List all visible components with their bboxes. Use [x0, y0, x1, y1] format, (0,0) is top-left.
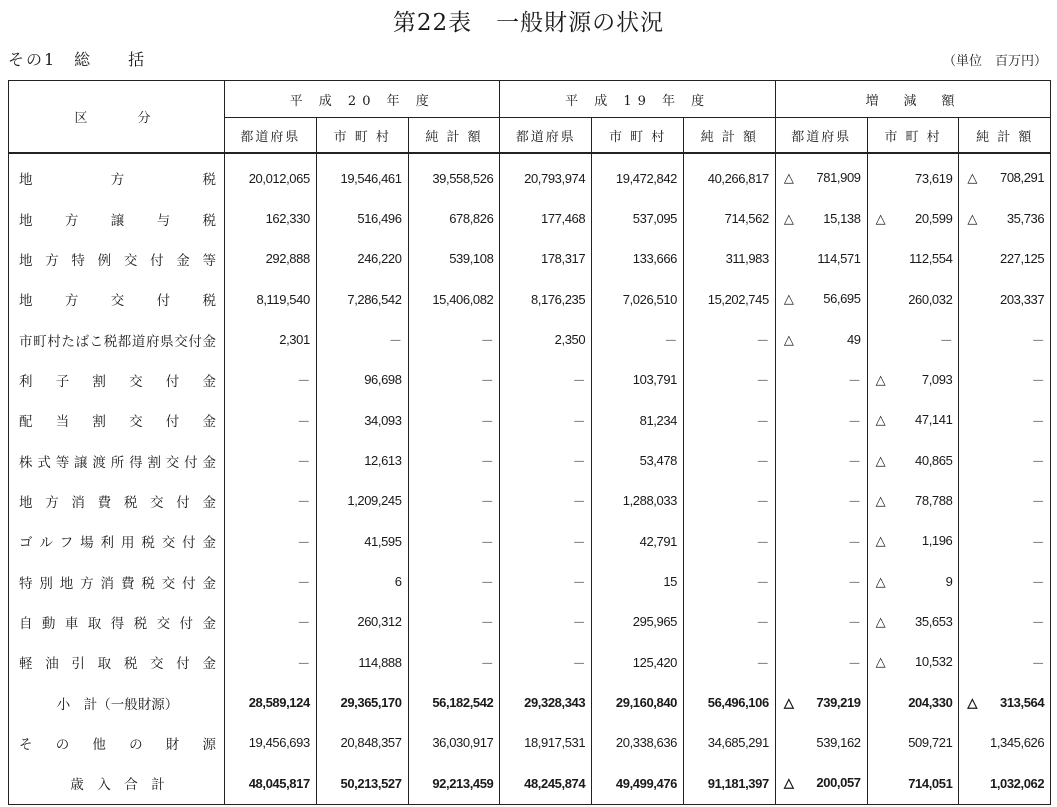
value-cell: －: [408, 561, 500, 601]
value-number: 40,865: [915, 452, 953, 468]
value-cell: 133,666: [592, 239, 684, 279]
value-number: 739,219: [816, 694, 861, 710]
value-cell: 20,338,636: [592, 723, 684, 763]
value-cell: [775, 198, 867, 238]
decrease-mark: △: [783, 291, 794, 307]
decrease-mark: △: [783, 170, 794, 186]
value-cell: －: [684, 602, 776, 642]
value-cell: [959, 682, 1051, 722]
value-cell: －: [225, 440, 317, 480]
value-cell: 19,546,461: [316, 153, 408, 198]
value-cell: －: [684, 440, 776, 480]
value-cell: 260,312: [316, 602, 408, 642]
value-cell: 20,012,065: [225, 153, 317, 198]
value-cell: －: [592, 319, 684, 359]
value-cell: －: [684, 400, 776, 440]
row-label: 小 計（一般財源）: [9, 682, 225, 722]
value-cell: 103,791: [592, 360, 684, 400]
value-cell: 20,793,974: [500, 153, 592, 198]
value-cell: －: [408, 521, 500, 561]
value-cell: 19,472,842: [592, 153, 684, 198]
value-cell: －: [959, 602, 1051, 642]
group-header: 増 減 額: [775, 81, 1050, 118]
value-cell: 15,202,745: [684, 279, 776, 319]
value-cell: －: [500, 400, 592, 440]
value-cell: [867, 642, 959, 682]
value-cell: －: [500, 481, 592, 521]
decrease-mark: △: [783, 331, 794, 347]
value-cell: －: [225, 400, 317, 440]
value-cell: 539,108: [408, 239, 500, 279]
value-number: 7,093: [921, 371, 953, 387]
value-cell: 49,499,476: [592, 763, 684, 804]
value-cell: －: [500, 642, 592, 682]
column-header: 純 計 額: [959, 118, 1051, 154]
value-cell: －: [408, 440, 500, 480]
value-cell: －: [959, 360, 1051, 400]
value-cell: 91,181,397: [684, 763, 776, 804]
table-row: [9, 682, 1051, 722]
value-cell: 260,032: [867, 279, 959, 319]
value-cell: 678,826: [408, 198, 500, 238]
value-cell: 48,045,817: [225, 763, 317, 804]
value-cell: －: [316, 319, 408, 359]
table-row: [9, 763, 1051, 804]
value-number: 313,564: [1000, 694, 1045, 710]
value-cell: －: [959, 642, 1051, 682]
value-cell: [775, 319, 867, 359]
column-header: 市 町 村: [592, 118, 684, 154]
value-cell: 292,888: [225, 239, 317, 279]
group-header: 平 成 19 年 度: [500, 81, 775, 118]
value-cell: 246,220: [316, 239, 408, 279]
value-cell: 7,026,510: [592, 279, 684, 319]
table-row: [9, 642, 1051, 682]
decrease-mark: △: [875, 613, 886, 629]
row-label: 利子割交付金: [9, 360, 225, 400]
value-cell: [867, 521, 959, 561]
value-cell: [867, 561, 959, 601]
column-header: 純 計 額: [684, 118, 776, 154]
decrease-mark: △: [875, 452, 886, 468]
value-cell: 2,350: [500, 319, 592, 359]
value-cell: －: [225, 602, 317, 642]
value-cell: 1,345,626: [959, 723, 1051, 763]
decrease-mark: △: [875, 371, 886, 387]
value-cell: －: [408, 481, 500, 521]
row-label: 配当割交付金: [9, 400, 225, 440]
value-cell: [867, 440, 959, 480]
value-cell: 15: [592, 561, 684, 601]
value-cell: －: [408, 360, 500, 400]
value-number: 781,909: [816, 170, 861, 186]
column-header: 純 計 額: [408, 118, 500, 154]
value-cell: [867, 481, 959, 521]
value-cell: －: [684, 319, 776, 359]
decrease-mark: △: [967, 170, 978, 186]
column-header: 市 町 村: [867, 118, 959, 154]
value-cell: 203,337: [959, 279, 1051, 319]
value-cell: 28,589,124: [225, 682, 317, 722]
value-cell: －: [959, 521, 1051, 561]
value-cell: 539,162: [775, 723, 867, 763]
value-cell: 2,301: [225, 319, 317, 359]
value-number: 35,653: [915, 613, 953, 629]
value-cell: 178,317: [500, 239, 592, 279]
value-cell: 12,613: [316, 440, 408, 480]
value-cell: [775, 682, 867, 722]
general-revenue-table: [8, 80, 1051, 805]
value-number: 78,788: [915, 492, 953, 508]
value-cell: －: [225, 360, 317, 400]
value-cell: [959, 198, 1051, 238]
value-cell: 39,558,526: [408, 153, 500, 198]
value-cell: －: [959, 440, 1051, 480]
value-cell: 7,286,542: [316, 279, 408, 319]
decrease-mark: △: [783, 775, 794, 791]
table-row: [9, 360, 1051, 400]
value-cell: 1,209,245: [316, 481, 408, 521]
row-label: その他の財源: [9, 723, 225, 763]
value-cell: 81,234: [592, 400, 684, 440]
row-label: 歳 入 合 計: [9, 763, 225, 804]
value-cell: 1,032,062: [959, 763, 1051, 804]
table-row: [9, 198, 1051, 238]
value-cell: 516,496: [316, 198, 408, 238]
value-cell: －: [867, 319, 959, 359]
value-cell: 204,330: [867, 682, 959, 722]
value-cell: －: [500, 440, 592, 480]
value-cell: －: [959, 400, 1051, 440]
table-row: [9, 440, 1051, 480]
value-number: 47,141: [915, 412, 953, 428]
value-cell: －: [775, 481, 867, 521]
decrease-mark: △: [875, 533, 886, 549]
value-cell: －: [500, 521, 592, 561]
value-cell: 92,213,459: [408, 763, 500, 804]
value-cell: 114,888: [316, 642, 408, 682]
value-cell: 34,093: [316, 400, 408, 440]
value-cell: －: [408, 319, 500, 359]
value-cell: －: [684, 561, 776, 601]
table-row: [9, 481, 1051, 521]
value-cell: －: [225, 642, 317, 682]
decrease-mark: △: [967, 210, 978, 226]
table-row: [9, 319, 1051, 359]
value-cell: 19,456,693: [225, 723, 317, 763]
value-cell: 162,330: [225, 198, 317, 238]
value-cell: －: [775, 400, 867, 440]
page-title: 第22表 一般財源の状況: [392, 10, 665, 36]
value-cell: －: [408, 400, 500, 440]
row-label: ゴルフ場利用税交付金: [9, 521, 225, 561]
table-row: [9, 279, 1051, 319]
value-cell: 50,213,527: [316, 763, 408, 804]
row-label: 軽油引取税交付金: [9, 642, 225, 682]
value-number: 49: [846, 331, 861, 347]
value-number: 1,196: [921, 533, 953, 549]
decrease-mark: △: [875, 492, 886, 508]
value-cell: 48,245,874: [500, 763, 592, 804]
value-cell: －: [959, 481, 1051, 521]
value-cell: －: [225, 521, 317, 561]
value-cell: [867, 198, 959, 238]
value-cell: [775, 763, 867, 804]
value-cell: 6: [316, 561, 408, 601]
value-cell: －: [500, 360, 592, 400]
row-label: 自動車取得税交付金: [9, 602, 225, 642]
row-label: 地方交付税: [9, 279, 225, 319]
value-cell: [775, 279, 867, 319]
column-header: 都道府県: [500, 118, 592, 154]
value-cell: －: [959, 319, 1051, 359]
value-cell: 227,125: [959, 239, 1051, 279]
value-number: 15,138: [823, 210, 861, 226]
table-row: [9, 561, 1051, 601]
row-label: 地方譲与税: [9, 198, 225, 238]
value-cell: 56,496,106: [684, 682, 776, 722]
value-cell: 177,468: [500, 198, 592, 238]
value-cell: －: [775, 521, 867, 561]
value-cell: －: [775, 360, 867, 400]
table-row: [9, 239, 1051, 279]
value-cell: －: [775, 561, 867, 601]
value-cell: －: [684, 481, 776, 521]
decrease-mark: △: [783, 210, 794, 226]
column-header: 都道府県: [775, 118, 867, 154]
value-cell: 509,721: [867, 723, 959, 763]
decrease-mark: △: [875, 573, 886, 589]
value-cell: 29,160,840: [592, 682, 684, 722]
table-body: [9, 153, 1051, 804]
value-cell: －: [775, 602, 867, 642]
section-subtitle: その1 総 括: [8, 50, 147, 69]
table-row: [9, 400, 1051, 440]
value-cell: －: [408, 602, 500, 642]
value-cell: －: [500, 561, 592, 601]
value-number: 10,532: [915, 654, 953, 670]
value-cell: [867, 400, 959, 440]
value-cell: 8,119,540: [225, 279, 317, 319]
table-row: [9, 521, 1051, 561]
value-number: 56,695: [823, 291, 861, 307]
table-row: [9, 153, 1051, 198]
value-cell: －: [959, 561, 1051, 601]
value-cell: 41,595: [316, 521, 408, 561]
value-cell: 42,791: [592, 521, 684, 561]
row-label: 地方消費税交付金: [9, 481, 225, 521]
value-cell: －: [225, 561, 317, 601]
value-cell: 8,176,235: [500, 279, 592, 319]
value-number: 708,291: [1000, 170, 1045, 186]
value-cell: 15,406,082: [408, 279, 500, 319]
value-number: 9: [945, 573, 953, 589]
value-cell: 96,698: [316, 360, 408, 400]
table-row: [9, 723, 1051, 763]
value-cell: [867, 602, 959, 642]
row-label: 市町村たばこ税都道府県交付金: [9, 319, 225, 359]
value-cell: －: [684, 521, 776, 561]
value-cell: 295,965: [592, 602, 684, 642]
value-cell: －: [225, 481, 317, 521]
row-label: 地 方 税: [9, 153, 225, 198]
decrease-mark: △: [875, 412, 886, 428]
value-cell: 36,030,917: [408, 723, 500, 763]
decrease-mark: △: [875, 654, 886, 670]
value-cell: －: [775, 440, 867, 480]
decrease-mark: △: [783, 694, 794, 710]
value-cell: 114,571: [775, 239, 867, 279]
value-cell: －: [684, 642, 776, 682]
value-cell: －: [500, 602, 592, 642]
value-cell: －: [775, 642, 867, 682]
value-cell: 112,554: [867, 239, 959, 279]
value-cell: 29,328,343: [500, 682, 592, 722]
value-cell: 311,983: [684, 239, 776, 279]
value-cell: [959, 153, 1051, 198]
value-cell: 20,848,357: [316, 723, 408, 763]
group-header: 平 成 20 年 度: [225, 81, 500, 118]
unit-note: （単位 百万円）: [942, 54, 1047, 69]
decrease-mark: △: [967, 694, 978, 710]
value-cell: 29,365,170: [316, 682, 408, 722]
value-cell: －: [684, 360, 776, 400]
value-cell: 537,095: [592, 198, 684, 238]
value-cell: 40,266,817: [684, 153, 776, 198]
value-number: 20,599: [915, 210, 953, 226]
value-cell: 125,420: [592, 642, 684, 682]
value-cell: 18,917,531: [500, 723, 592, 763]
value-cell: 714,051: [867, 763, 959, 804]
value-cell: －: [408, 642, 500, 682]
value-cell: 1,288,033: [592, 481, 684, 521]
decrease-mark: △: [875, 210, 886, 226]
value-cell: 34,685,291: [684, 723, 776, 763]
row-label-header: 区 分: [9, 81, 225, 154]
column-header: 都道府県: [225, 118, 317, 154]
value-cell: 73,619: [867, 153, 959, 198]
value-cell: 53,478: [592, 440, 684, 480]
value-cell: 56,182,542: [408, 682, 500, 722]
value-number: 200,057: [816, 775, 861, 791]
row-label: 特別地方消費税交付金: [9, 561, 225, 601]
value-cell: [775, 153, 867, 198]
value-cell: [867, 360, 959, 400]
table-header: [9, 81, 1051, 154]
value-cell: 714,562: [684, 198, 776, 238]
row-label: 地方特例交付金等: [9, 239, 225, 279]
column-header: 市 町 村: [316, 118, 408, 154]
value-number: 35,736: [1006, 210, 1045, 226]
row-label: 株式等譲渡所得割交付金: [9, 440, 225, 480]
table-row: [9, 602, 1051, 642]
